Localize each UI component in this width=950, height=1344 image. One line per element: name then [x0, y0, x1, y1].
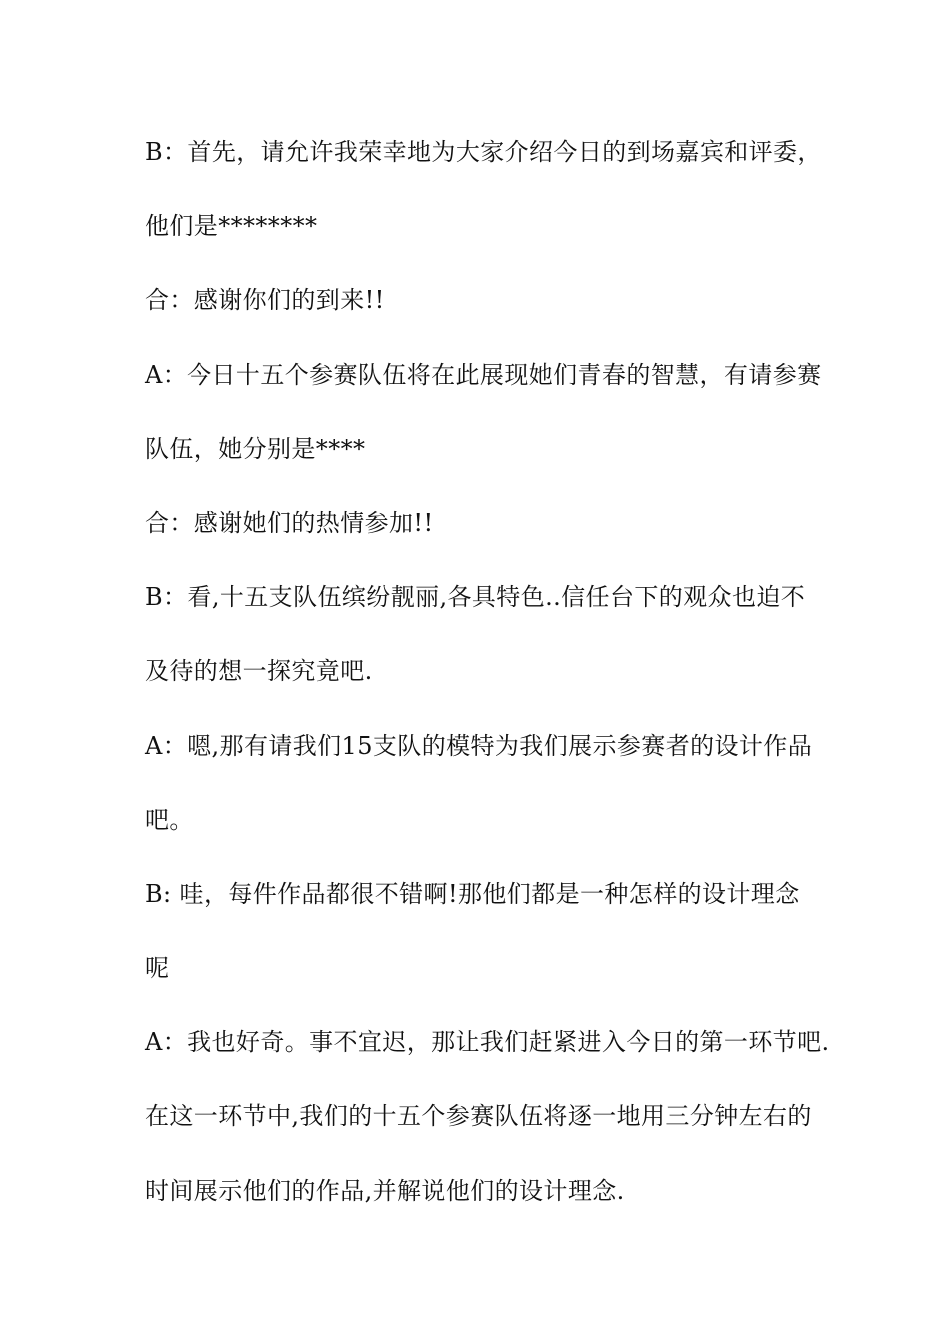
document-body	[145, 130, 830, 1243]
text-line: B：看,十五支队伍缤纷靓丽,各具特色..信任台下的观众也迫不	[145, 583, 806, 612]
text-line: A：我也好奇。事不宜迟，那让我们赶紧进入今日的第一环节吧.	[145, 1028, 830, 1057]
text-line: 合：感谢你们的到来!!	[145, 286, 385, 315]
text-line: 他们是********	[145, 212, 318, 241]
text-line: 时间展示他们的作品,并解说他们的设计理念.	[145, 1176, 625, 1205]
text-line: 在这一环节中,我们的十五个参赛队伍将逐一地用三分钟左右的	[145, 1102, 812, 1131]
text-line: A：今日十五个参赛队伍将在此展现她们青春的智慧，有请参赛	[145, 360, 822, 389]
text-line: 队伍，她分别是****	[145, 434, 366, 463]
text-line: B: 哇，每件作品都很不错啊!那他们都是一种怎样的设计理念	[145, 879, 800, 908]
text-line: 吧。	[145, 805, 194, 834]
text-line: 及待的想一探究竟吧.	[145, 657, 373, 686]
text-line: A：嗯,那有请我们15支队的模特为我们展示参赛者的设计作品	[145, 731, 813, 760]
text-line: B：首先，请允许我荣幸地为大家介绍今日的到场嘉宾和评委，	[145, 138, 822, 166]
text-line: 呢	[145, 954, 170, 983]
text-line: 合：感谢她们的热情参加!!	[145, 508, 434, 537]
